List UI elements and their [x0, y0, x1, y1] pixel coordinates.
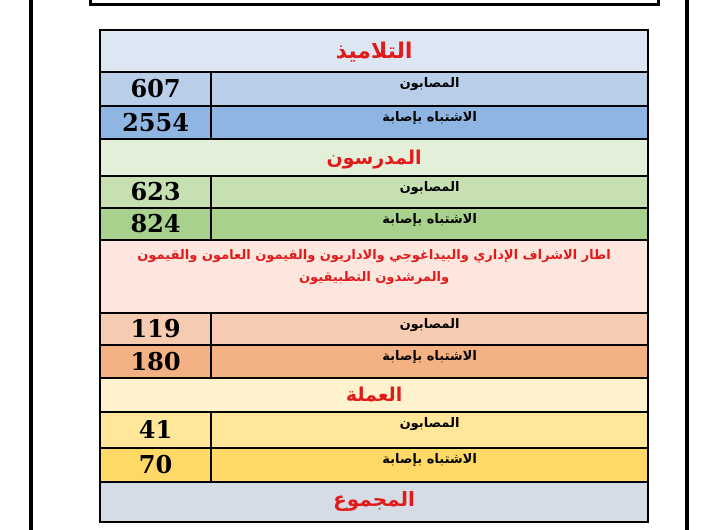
workers-suspected-label: الاشتباه بإصابة — [211, 448, 648, 482]
students-suspected-label: الاشتباه بإصابة — [211, 106, 648, 139]
workers-infected-value: 41 — [100, 412, 211, 448]
students-suspected-value: 2554 — [100, 106, 211, 139]
staff-suspected-value: 180 — [100, 345, 211, 378]
statistics-table — [99, 29, 649, 523]
teachers-suspected-value: 824 — [100, 208, 211, 240]
staff-section-title: اطار الاشراف الإداري والبيداغوجي والاداريون والقيمون العامون والقيمون والمرشدون التطبيقيون — [100, 240, 648, 313]
total-section-title: المجموع — [100, 482, 648, 522]
workers-section-title: العملة — [100, 378, 648, 412]
students-infected-value: 607 — [100, 72, 211, 106]
students-section-title: التلاميذ — [100, 30, 648, 72]
staff-suspected-label: الاشتباه بإصابة — [211, 345, 648, 378]
staff-infected-label: المصابون — [211, 313, 648, 345]
staff-infected-value: 119 — [100, 313, 211, 345]
teachers-infected-label: المصابون — [211, 176, 648, 208]
workers-suspected-value: 70 — [100, 448, 211, 482]
top-header-box — [89, 0, 660, 6]
students-infected-label: المصابون — [211, 72, 648, 106]
teachers-infected-value: 623 — [100, 176, 211, 208]
workers-infected-label: المصابون — [211, 412, 648, 448]
teachers-section-title: المدرسون — [100, 139, 648, 176]
teachers-suspected-label: الاشتباه بإصابة — [211, 208, 648, 240]
